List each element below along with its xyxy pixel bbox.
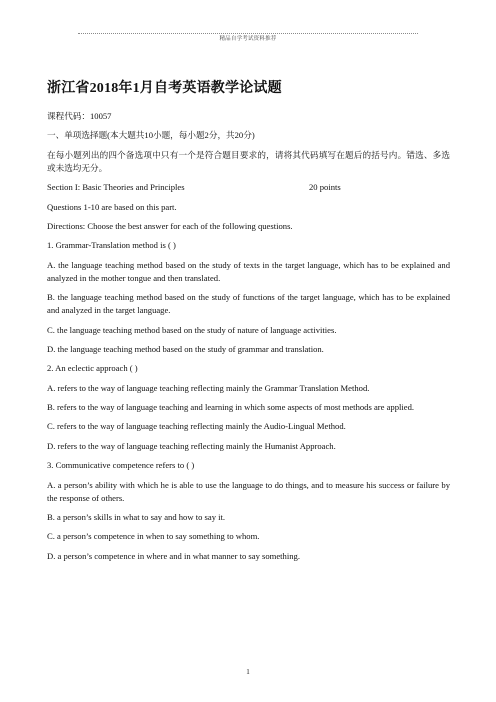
question-option: D. refers to the way of language teaching reflecting mainly the Humanist Approach. — [47, 440, 336, 451]
question-option: A. a person’s ability with which he is able to use the language to do things, and to measure his success or failure by the response of others. — [47, 479, 450, 503]
question-stem: 2. An eclectic approach ( ) — [47, 363, 138, 374]
page-number: 1 — [246, 668, 250, 676]
section-i-row — [47, 181, 450, 194]
question-option: B. the language teaching method based on the study of functions of the target language, which has to be explained and analyzed in the target language. — [47, 292, 450, 316]
instructions-cn: 在每小题列出的四个备选项中只有一个是符合题目要求的，请将其代码填写在题后的括号内。错选、多选或未选均无分。 — [47, 149, 450, 173]
section-i-title: Section I: Basic Theories and Principles — [47, 182, 185, 193]
question-option: C. the language teaching method based on the study of nature of language activities. — [47, 324, 337, 335]
directions: Directions: Choose the best answer for each of the following questions. — [47, 220, 293, 231]
question-option: A. refers to the way of language teaching reflecting mainly the Grammar Translation Method. — [47, 382, 370, 393]
question-option: B. a person’s skills in what to say and how to say it. — [47, 512, 226, 523]
section-i-points: 20 points — [309, 182, 341, 193]
question-option: C. refers to the way of language teaching reflecting mainly the Audio-Lingual Method. — [47, 421, 346, 432]
page-title: 浙江省2018年1月自考英语教学论试题 — [47, 81, 282, 96]
question-stem: 1. Grammar-Translation method is ( ) — [47, 240, 176, 251]
header-watermark: 精品自学考试资料推荐 — [219, 36, 277, 42]
question-option: B. refers to the way of language teaching and learning in which some aspects of most methods are applied. — [47, 402, 415, 413]
question-option: D. the language teaching method based on the study of grammar and translation. — [47, 343, 324, 354]
question-option: C. a person’s competence in when to say something to whom. — [47, 531, 260, 542]
questions-intro: Questions 1-10 are based on this part. — [47, 201, 177, 212]
section-one-heading: 一、单项选择题(本大题共10小题，每小题2分，共20分) — [47, 130, 255, 141]
question-option: A. the language teaching method based on the study of texts in the target language, which has to be explained and analyzed in the mother tongue and then translated. — [47, 259, 450, 283]
question-option: D. a person’s competence in where and in what manner to say something. — [47, 550, 300, 561]
course-code: 课程代码：10057 — [47, 111, 112, 121]
question-stem: 3. Communicative competence refers to ( ) — [47, 460, 195, 471]
document-body — [47, 110, 450, 569]
